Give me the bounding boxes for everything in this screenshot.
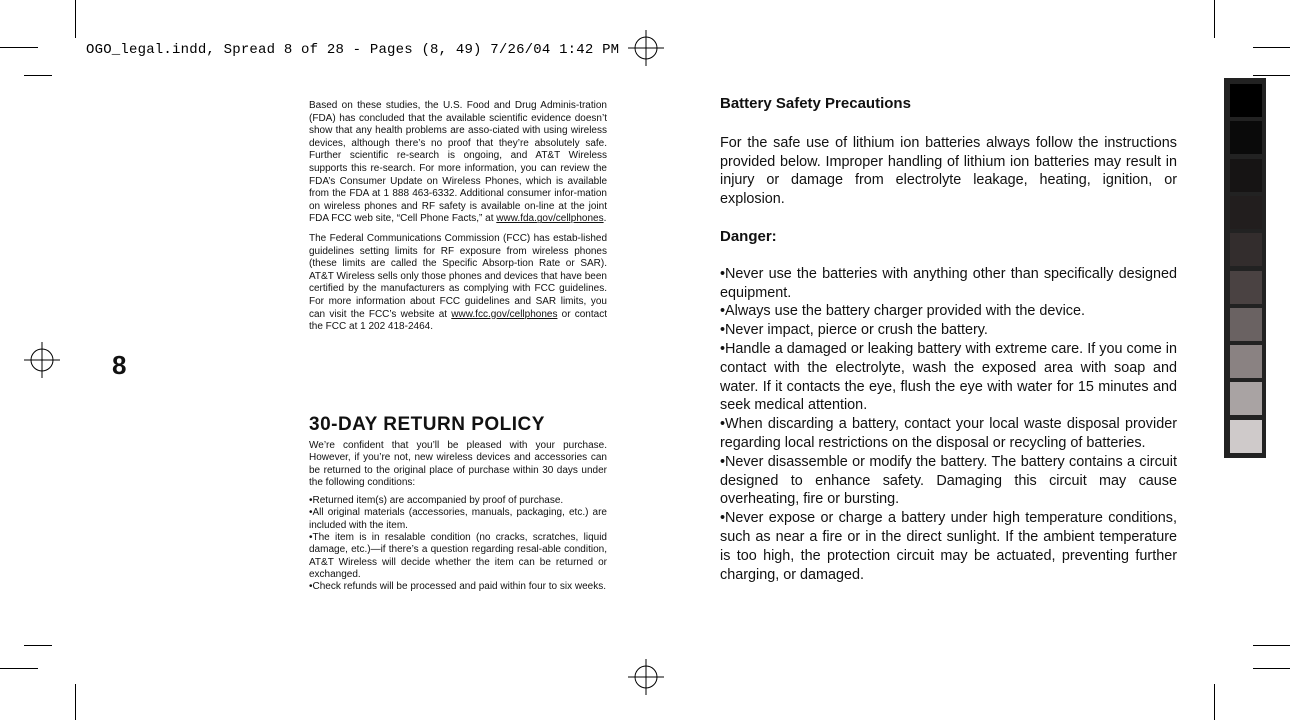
crop-mark: [75, 0, 76, 38]
crop-mark: [0, 47, 38, 48]
crop-mark: [75, 684, 76, 720]
color-swatch: [1230, 420, 1262, 453]
danger-item: •When discarding a battery, contact your local waste disposal provider regarding local restrictions on the disposal or recycling of batteries.: [720, 416, 1177, 451]
battery-intro: For the safe use of lithium ion batteries always follow the instructions provided below. Improper handling of lithium ion batteries may result in injury or damage from electrolyte leakage, heating, ignition, or explosion.: [720, 134, 1177, 208]
fcc-link[interactable]: www.fcc.gov/cellphones: [451, 308, 558, 320]
crop-mark: [24, 645, 52, 646]
danger-item: •Never expose or charge a battery under high temperature conditions, such as near a fire or in the direct sunlight. If the ambient temperature is too high, the protection circuit may be actuated, preventing further charging, or damaged.: [720, 510, 1177, 583]
crop-mark: [1253, 645, 1290, 646]
color-swatch: [1230, 233, 1262, 266]
danger-item: •Handle a damaged or leaking battery with extreme care. If you come in contact with the electrolyte, wash the exposed area with soap and water. If it contacts the eye, flush the eye with water for 15 minutes and seek medical attention.: [720, 340, 1177, 414]
return-policy-heading: 30-DAY RETURN POLICY: [309, 414, 545, 435]
fcc-paragraph: The Federal Communications Commission (FCC) has estab-lished guidelines setting limits for RF exposure from wireless phones (these limits are called the Specific Absorp-tion Rate or SAR). AT&T Wireless sells only those phones and devices that have been certified by the manufacturers as complying with FCC guidelines. For more information about FCC guidelines and SAR limits, you can visit the FCC’s website at www.fcc.gov/cellphones or contact the FCC at 1 202 418-2464.: [309, 232, 607, 333]
battery-heading: Battery Safety Precautions: [720, 95, 911, 112]
crop-mark: [24, 75, 52, 76]
return-intro: We’re confident that you’ll be pleased with your purchase. However, if you’re not, new wireless devices and accessories can be returned to the original place of purchase within 30 days under the following conditions:: [309, 440, 607, 488]
crop-mark: [1214, 684, 1215, 720]
condition-item: •All original materials (accessories, manuals, packaging, etc.) are included with the item.: [309, 507, 607, 531]
color-swatch: [1230, 121, 1262, 154]
color-swatch: [1230, 196, 1262, 229]
crop-mark: [1253, 75, 1290, 76]
fda-paragraph: Based on these studies, the U.S. Food and Drug Adminis-tration (FDA) has concluded that the available scientific evidence doesn’t show that any health problems are asso-ciated with using wireless devices, although there’s no proof that they’re absolutely safe. Further scientific re-search is ongoing, and AT&T Wireless supports this re-search. For more information, you can review the FDA’s Consumer Update on Wireless Phones, which is available from the FDA at 1 888 463-6332. Additional consumer infor-mation on wireless phones and RF safety is available on-line at the joint FDA FCC web site, “Cell Phone Facts,” at www.fda.gov/cellphones.: [309, 100, 607, 225]
danger-item: •Never use the batteries with anything other than specifically designed equipment.: [720, 265, 1177, 301]
color-swatch: [1230, 271, 1262, 304]
condition-item: •Check refunds will be processed and paid within four to six weeks.: [309, 581, 606, 593]
color-swatch: [1230, 308, 1262, 341]
fda-link[interactable]: www.fda.gov/cellphones: [496, 213, 604, 225]
crop-mark: [1253, 47, 1290, 48]
danger-item: •Never disassemble or modify the battery. The battery contains a circuit designed to enhance safety. Damaging this circuit may cause overheating, fire or bursting.: [720, 453, 1177, 508]
left-column-text: [309, 100, 607, 341]
print-slug: OGO_legal.indd, Spread 8 of 28 - Pages (8, 49) 7/26/04 1:42 PM: [86, 42, 620, 58]
color-swatch: [1230, 159, 1262, 192]
registration-mark-icon: [24, 342, 60, 378]
danger-item: •Always use the battery charger provided with the device.: [720, 303, 1085, 320]
registration-mark-icon: [628, 30, 664, 66]
danger-item: •Never impact, pierce or crush the battery.: [720, 322, 988, 339]
return-policy-text: [309, 440, 607, 594]
danger-heading: Danger:: [720, 227, 777, 245]
crop-mark: [1253, 668, 1290, 669]
crop-mark: [1214, 0, 1215, 38]
condition-item: •The item is in resalable condition (no cracks, scratches, liquid damage, etc.)—if there’s a question regarding resal-able condition, AT&T Wireless will decide whether the item can be returned or exchanged.: [309, 532, 607, 580]
condition-item: •Returned item(s) are accompanied by proof of purchase.: [309, 495, 564, 507]
crop-mark: [0, 668, 38, 669]
page-number: 8: [112, 350, 127, 380]
color-swatch: [1230, 382, 1262, 415]
color-swatch: [1230, 345, 1262, 378]
color-swatch-bar: [1224, 78, 1266, 458]
battery-safety-column: [720, 95, 1177, 584]
registration-mark-icon: [628, 659, 664, 695]
color-swatch: [1230, 84, 1262, 117]
